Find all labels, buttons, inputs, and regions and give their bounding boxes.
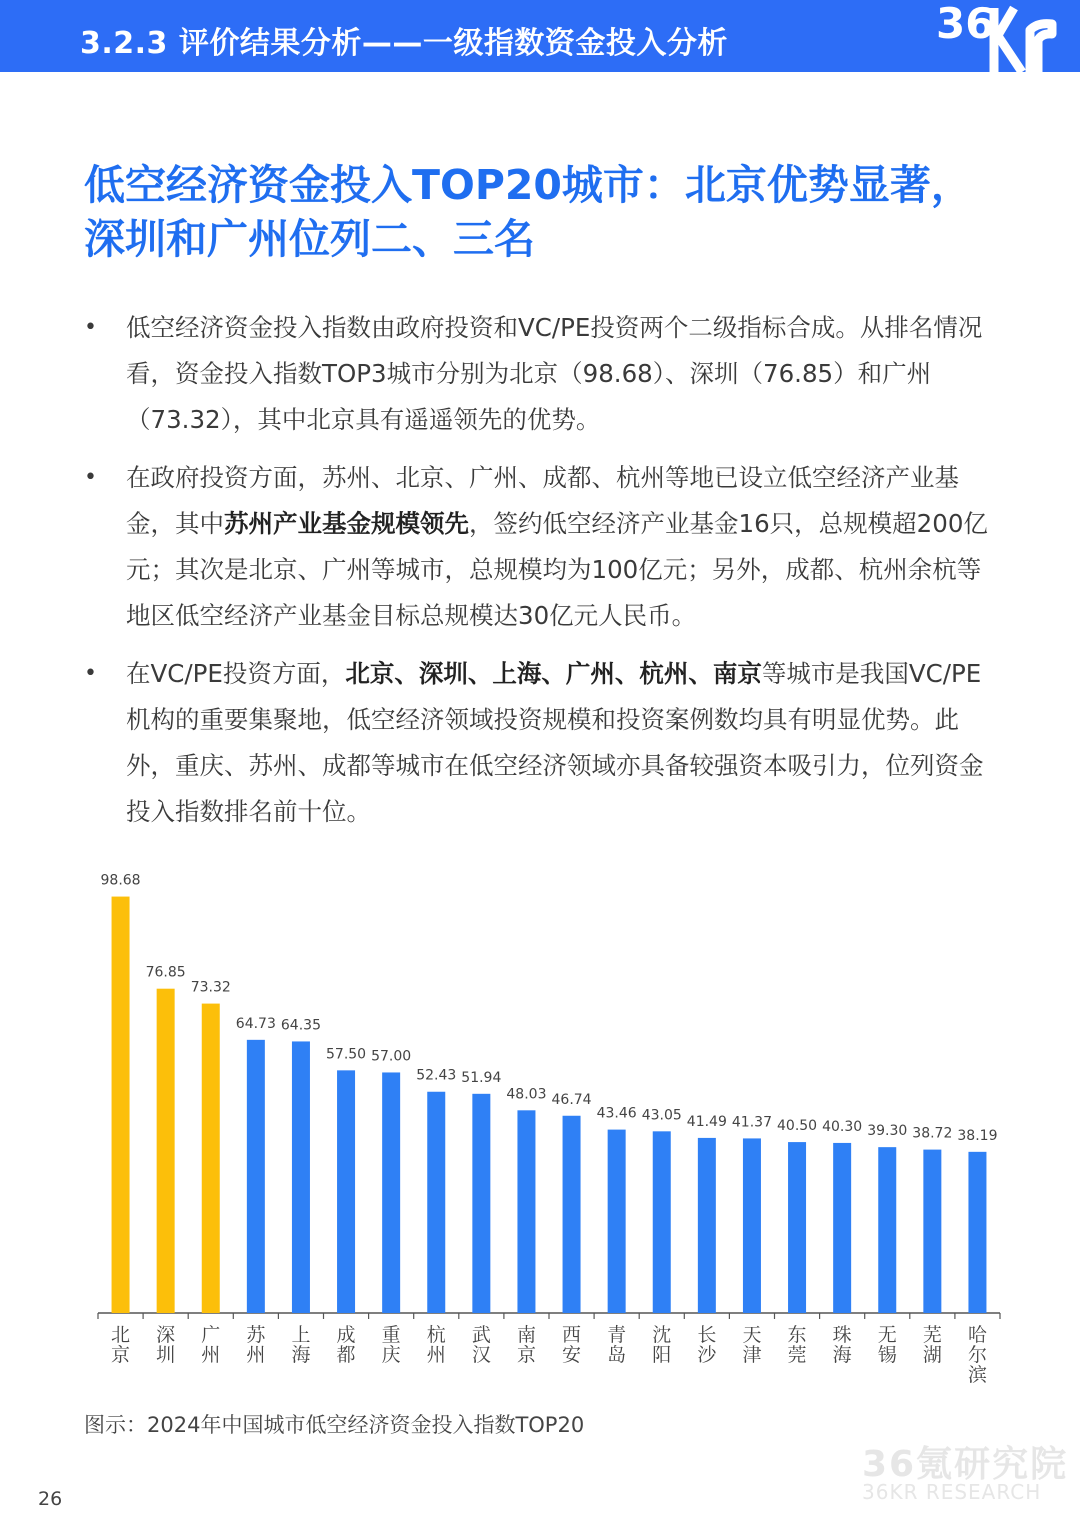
- data-label: 40.30: [822, 1118, 863, 1135]
- bar: [112, 897, 130, 1313]
- bar: [968, 1152, 986, 1313]
- category-label: 天津: [742, 1324, 762, 1366]
- bar: [608, 1130, 626, 1313]
- 36kr-logo: [930, 0, 1080, 72]
- bullet-text: 在政府投资方面，苏州、北京、广州、成都、杭州等地已设立低空经济产业基金，其中: [126, 463, 959, 538]
- bar: [517, 1110, 535, 1313]
- bar: [157, 989, 175, 1313]
- bullet-list: [84, 305, 996, 847]
- category-label: 苏州: [246, 1324, 266, 1366]
- bar: [472, 1094, 490, 1313]
- data-label: 38.72: [912, 1125, 953, 1142]
- watermark-cn: 36氪研究院: [862, 1444, 1069, 1485]
- bar: [698, 1138, 716, 1313]
- bullet-text: 等城市是我国VC/PE机构的重要集聚地，低空经济领域投资规模和投资案例数均具有明显优势。此外，重庆、苏州、成都等城市在低空经济领域亦具备较强资本吸引力，位列资金投入指数排名前十位。: [126, 659, 984, 826]
- data-label: 64.35: [280, 1017, 321, 1034]
- bar: [743, 1138, 761, 1313]
- category-label: 广州: [201, 1324, 221, 1366]
- data-label: 57.00: [371, 1048, 412, 1065]
- category-label: 深圳: [156, 1324, 176, 1366]
- data-label: 98.68: [100, 872, 141, 889]
- bullet-dot-icon: •: [84, 315, 97, 340]
- category-label: 杭州: [426, 1324, 446, 1366]
- watermark-en: 36KR RESEARCH: [862, 1480, 1042, 1504]
- bar: [292, 1041, 310, 1313]
- data-label: 48.03: [506, 1086, 547, 1103]
- category-label: 芜湖: [922, 1324, 942, 1366]
- category-label: 武汉: [471, 1324, 491, 1366]
- data-label: 76.85: [145, 964, 186, 981]
- data-label: 46.74: [551, 1091, 592, 1108]
- page-number: 26: [38, 1488, 63, 1510]
- category-label: 南京: [516, 1324, 536, 1366]
- category-label: 青岛: [607, 1324, 627, 1366]
- category-label: 长沙: [697, 1324, 717, 1366]
- bar: [833, 1143, 851, 1313]
- bullet-dot-icon: •: [84, 465, 97, 490]
- bar: [878, 1147, 896, 1313]
- data-label: 51.94: [461, 1069, 502, 1086]
- heading-line-1: 低空经济资金投入TOP20城市：北京优势显著，: [84, 161, 972, 209]
- bar: [563, 1116, 581, 1313]
- data-label: 40.50: [777, 1118, 818, 1135]
- bullet-text: 在VC/PE投资方面，: [126, 659, 346, 688]
- bar: [427, 1092, 445, 1313]
- bullet-text: ，签约低空经济产业基金16只，总规模超200亿元；其次是北京、广州等城市，总规模均为100亿元；另外，成都、杭州余杭等地区低空经济产业基金目标总规模达30亿元人民币。: [126, 509, 988, 630]
- bar: [202, 1004, 220, 1313]
- svg-text:36: 36: [936, 0, 995, 48]
- category-label: 上海: [291, 1324, 311, 1366]
- category-label: 北京: [111, 1324, 131, 1366]
- bullet-item: [84, 455, 996, 639]
- bar: [923, 1150, 941, 1313]
- data-label: 38.19: [957, 1127, 998, 1144]
- bullet-item: [84, 651, 996, 835]
- data-label: 73.32: [190, 979, 231, 996]
- data-label: 41.37: [731, 1114, 772, 1131]
- bar: [247, 1040, 265, 1313]
- data-label: 41.49: [686, 1113, 727, 1130]
- category-label: 哈尔滨: [967, 1324, 987, 1386]
- data-label: 64.73: [235, 1015, 276, 1032]
- category-label: 珠海: [832, 1324, 852, 1366]
- page-heading: [84, 158, 1014, 266]
- data-label: 43.46: [596, 1105, 637, 1122]
- bullet-bold-text: 北京、深圳、上海、广州、杭州、南京: [345, 659, 762, 688]
- bullet-bold-text: 苏州产业基金规模领先: [224, 509, 469, 538]
- bar: [337, 1070, 355, 1313]
- category-label: 重庆: [381, 1324, 401, 1366]
- bar: [382, 1072, 400, 1313]
- bar: [788, 1142, 806, 1313]
- bar: [653, 1131, 671, 1313]
- category-label: 沈阳: [652, 1324, 672, 1366]
- heading-line-2: 深圳和广州位列二、三名: [84, 215, 535, 263]
- category-label: 东莞: [787, 1324, 807, 1366]
- section-title: 3.2.3 评价结果分析——一级指数资金投入分析: [80, 26, 728, 61]
- data-label: 57.50: [326, 1046, 367, 1063]
- data-label: 39.30: [867, 1123, 908, 1140]
- bullet-dot-icon: •: [84, 661, 97, 686]
- category-label: 西安: [562, 1324, 582, 1366]
- figure-caption: 图示：2024年中国城市低空经济资金投入指数TOP20: [84, 1413, 585, 1437]
- bar-chart: [0, 850, 1080, 1395]
- data-label: 43.05: [641, 1107, 682, 1124]
- data-label: 52.43: [416, 1067, 457, 1084]
- bullet-text: 低空经济资金投入指数由政府投资和VC/PE投资两个二级指标合成。从排名情况看，资金投入指数TOP3城市分别为北京（98.68）、深圳（76.85）和广州（73.32），其中北京具有遥遥领先的优势。: [126, 313, 983, 434]
- category-label: 无锡: [877, 1324, 897, 1366]
- category-label: 成都: [336, 1324, 356, 1366]
- bullet-item: [84, 305, 996, 443]
